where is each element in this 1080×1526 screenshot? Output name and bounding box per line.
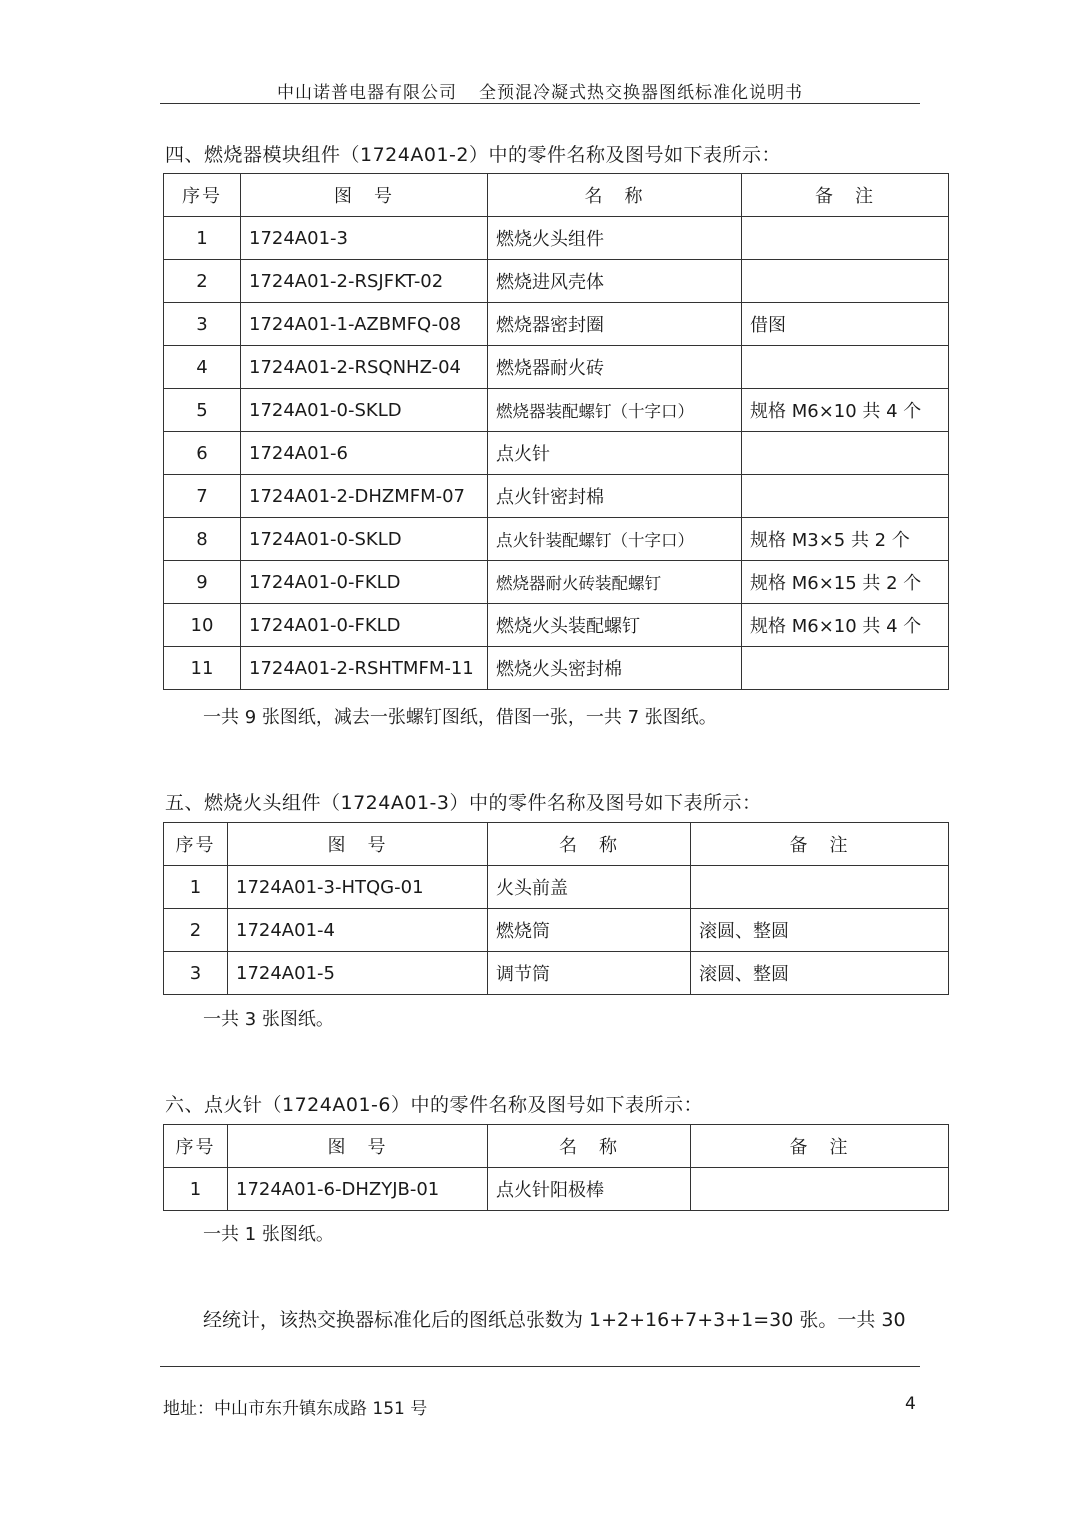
table-row [164, 1168, 949, 1211]
row-seq: 2 [164, 909, 228, 952]
row-seq: 4 [164, 346, 241, 389]
col-seq: 序号 [164, 1125, 228, 1168]
table-row [164, 952, 949, 995]
table-header-row [164, 823, 949, 866]
row-name: 点火针 [488, 432, 742, 475]
row-drawing-no: 1724A01-3 [241, 217, 488, 260]
col-name: 名 称 [488, 174, 742, 217]
footer-rule [160, 1366, 920, 1367]
row-seq: 9 [164, 561, 241, 604]
col-remark: 备 注 [691, 1125, 949, 1168]
footer-address: 地址：中山市东升镇东成路 151 号 [163, 1399, 428, 1419]
row-drawing-no: 1724A01-0-SKLD [241, 518, 488, 561]
col-remark: 备 注 [691, 823, 949, 866]
col-seq: 序号 [164, 823, 228, 866]
table-row [164, 260, 949, 303]
row-seq: 8 [164, 518, 241, 561]
row-remark [742, 647, 949, 690]
table-row [164, 475, 949, 518]
section4-summary: 一共 9 张图纸，减去一张螺钉图纸，借图一张，一共 7 张图纸。 [203, 707, 717, 728]
row-name: 燃烧器密封圈 [488, 303, 742, 346]
table-row [164, 909, 949, 952]
table-header-row [164, 174, 949, 217]
row-name: 火头前盖 [488, 866, 691, 909]
table-row [164, 303, 949, 346]
page-header [160, 78, 920, 103]
row-remark: 规格 M6×15 共 2 个 [742, 561, 949, 604]
row-drawing-no: 1724A01-0-FKLD [241, 561, 488, 604]
table-row [164, 647, 949, 690]
col-seq: 序号 [164, 174, 241, 217]
row-name: 燃烧筒 [488, 909, 691, 952]
table-row [164, 389, 949, 432]
row-name: 燃烧器耐火砖装配螺钉 [488, 561, 742, 604]
page-number: 4 [905, 1394, 916, 1414]
section5-title: 五、燃烧火头组件（1724A01-3）中的零件名称及图号如下表所示： [165, 792, 762, 814]
col-name: 名 称 [488, 823, 691, 866]
final-statement: 经统计，该热交换器标准化后的图纸总张数为 1+2+16+7+3+1=30 张。一共 30 [203, 1309, 906, 1331]
col-drawing-no: 图 号 [241, 174, 488, 217]
header-rule [160, 103, 920, 104]
section6-title: 六、点火针（1724A01-6）中的零件名称及图号如下表所示： [165, 1094, 703, 1116]
row-name: 调节筒 [488, 952, 691, 995]
row-remark [691, 1168, 949, 1211]
row-seq: 1 [164, 1168, 228, 1211]
row-name: 燃烧火头密封棉 [488, 647, 742, 690]
table-row [164, 561, 949, 604]
row-drawing-no: 1724A01-4 [228, 909, 488, 952]
table-row [164, 604, 949, 647]
row-remark: 规格 M6×10 共 4 个 [742, 389, 949, 432]
row-remark: 借图 [742, 303, 949, 346]
row-name: 点火针阳极棒 [488, 1168, 691, 1211]
row-seq: 11 [164, 647, 241, 690]
row-drawing-no: 1724A01-0-SKLD [241, 389, 488, 432]
row-remark: 滚圆、整圆 [691, 952, 949, 995]
row-seq: 2 [164, 260, 241, 303]
row-seq: 5 [164, 389, 241, 432]
table-row [164, 866, 949, 909]
col-drawing-no: 图 号 [228, 1125, 488, 1168]
row-remark: 规格 M6×10 共 4 个 [742, 604, 949, 647]
row-name: 燃烧进风壳体 [488, 260, 742, 303]
row-remark [742, 432, 949, 475]
section5-table [163, 822, 949, 995]
row-seq: 3 [164, 303, 241, 346]
table-row [164, 217, 949, 260]
document-title: 全预混冷凝式热交换器图纸标准化说明书 [479, 83, 803, 103]
row-seq: 7 [164, 475, 241, 518]
row-seq: 6 [164, 432, 241, 475]
row-name: 燃烧火头组件 [488, 217, 742, 260]
row-name: 燃烧器装配螺钉（十字口） [488, 389, 742, 432]
row-name: 燃烧器耐火砖 [488, 346, 742, 389]
row-remark: 规格 M3×5 共 2 个 [742, 518, 949, 561]
row-remark [742, 346, 949, 389]
col-remark: 备 注 [742, 174, 949, 217]
row-drawing-no: 1724A01-2-DHZMFM-07 [241, 475, 488, 518]
section6-table [163, 1124, 949, 1211]
row-drawing-no: 1724A01-1-AZBMFQ-08 [241, 303, 488, 346]
company-name: 中山诺普电器有限公司 [277, 83, 457, 103]
table-row [164, 432, 949, 475]
section4-table [163, 173, 949, 690]
row-remark [742, 260, 949, 303]
row-remark [742, 217, 949, 260]
row-name: 点火针密封棉 [488, 475, 742, 518]
section6-summary: 一共 1 张图纸。 [203, 1224, 334, 1245]
row-drawing-no: 1724A01-0-FKLD [241, 604, 488, 647]
row-drawing-no: 1724A01-3-HTQG-01 [228, 866, 488, 909]
row-drawing-no: 1724A01-6-DHZYJB-01 [228, 1168, 488, 1211]
row-drawing-no: 1724A01-2-RSHTMFM-11 [241, 647, 488, 690]
section5-summary: 一共 3 张图纸。 [203, 1009, 334, 1030]
col-name: 名 称 [488, 1125, 691, 1168]
row-drawing-no: 1724A01-5 [228, 952, 488, 995]
table-row [164, 518, 949, 561]
row-seq: 10 [164, 604, 241, 647]
row-drawing-no: 1724A01-6 [241, 432, 488, 475]
row-drawing-no: 1724A01-2-RSJFKT-02 [241, 260, 488, 303]
row-remark: 滚圆、整圆 [691, 909, 949, 952]
row-remark [742, 475, 949, 518]
table-header-row [164, 1125, 949, 1168]
row-seq: 1 [164, 866, 228, 909]
row-seq: 3 [164, 952, 228, 995]
col-drawing-no: 图 号 [228, 823, 488, 866]
row-name: 点火针装配螺钉（十字口） [488, 518, 742, 561]
row-remark [691, 866, 949, 909]
table-row [164, 346, 949, 389]
row-drawing-no: 1724A01-2-RSQNHZ-04 [241, 346, 488, 389]
section4-title: 四、燃烧器模块组件（1724A01-2）中的零件名称及图号如下表所示： [165, 144, 781, 166]
row-seq: 1 [164, 217, 241, 260]
row-name: 燃烧火头装配螺钉 [488, 604, 742, 647]
